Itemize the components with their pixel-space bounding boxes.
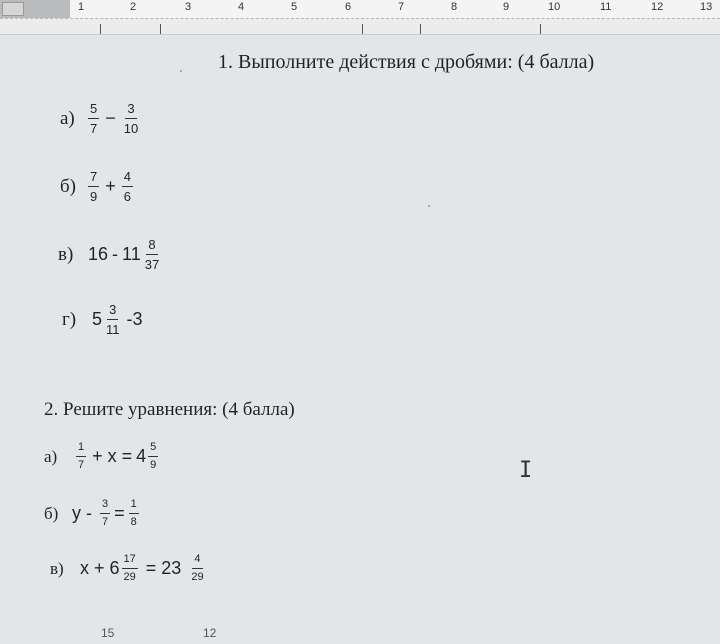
task-2-item-a xyxy=(44,442,160,471)
equation: y - $\frac{3}{7}$ = $\frac{1}{8}$ xyxy=(72,498,137,528)
expression: 16 - 11 $\frac{8}{37}$ xyxy=(88,237,160,272)
ruler-number: 5 xyxy=(291,1,298,13)
tab-marker[interactable] xyxy=(420,24,421,34)
tab-marker[interactable] xyxy=(100,24,101,34)
ruler-tab-area[interactable] xyxy=(0,18,720,35)
task-1-title: 1. Выполните действия с дробями: (4 балла) xyxy=(218,51,595,73)
fraction: $\frac{3}{10}$ xyxy=(123,101,139,136)
fraction: $\frac{4}{29}$ xyxy=(191,553,204,583)
cutoff-text: 12 xyxy=(203,626,217,640)
task-1-item-b xyxy=(60,170,135,203)
task-1-item-d xyxy=(62,303,143,336)
item-label: в) xyxy=(50,558,64,578)
ruler-number: 12 xyxy=(651,1,664,13)
item-label: в) xyxy=(58,243,74,265)
horizontal-ruler[interactable] xyxy=(0,0,720,35)
fraction: $\frac{4}{6}$ xyxy=(123,169,131,204)
ruler-number: 8 xyxy=(451,1,458,13)
fraction: $\frac{1}{7}$ xyxy=(78,441,85,471)
task-1-item-a xyxy=(60,102,142,135)
ruler-number: 10 xyxy=(548,1,561,13)
fraction: $\frac{1}{8}$ xyxy=(130,498,137,528)
task-2-item-c xyxy=(50,554,208,583)
ruler-number: 4 xyxy=(238,1,245,13)
fraction: $\frac{5}{7}$ xyxy=(90,101,98,136)
fraction: $\frac{5}{9}$ xyxy=(150,441,157,471)
fraction: $\frac{8}{37}$ xyxy=(144,237,160,272)
tab-marker[interactable] xyxy=(362,24,363,34)
task-2-item-b xyxy=(44,499,141,528)
ruler-number: 9 xyxy=(503,1,510,13)
text-cursor-icon: I xyxy=(519,458,533,483)
paper-speck xyxy=(428,205,430,207)
fraction: $\frac{17}{29}$ xyxy=(123,553,136,583)
tab-marker[interactable] xyxy=(160,24,161,34)
item-label: а) xyxy=(60,107,75,129)
fraction: $\frac{7}{9}$ xyxy=(90,169,98,204)
cutoff-text: 15 xyxy=(101,626,115,640)
fraction: $\frac{3}{11}$ xyxy=(106,302,120,337)
expression: $\frac{5}{7}$ − $\frac{3}{10}$ xyxy=(90,101,139,136)
item-label: б) xyxy=(44,503,59,523)
task-2-title: 2. Решите уравнения: (4 балла) xyxy=(44,399,295,420)
ruler-number: 3 xyxy=(185,1,192,13)
equation: $\frac{1}{7}$ + x = 4 $\frac{5}{9}$ xyxy=(78,441,157,471)
paper-speck xyxy=(180,70,182,72)
expression: 5 $\frac{3}{11}$ -3 xyxy=(92,302,143,337)
document-page[interactable] xyxy=(0,35,720,644)
item-label: б) xyxy=(60,175,76,197)
ruler-number: 2 xyxy=(130,1,137,13)
item-label: а) xyxy=(44,446,58,466)
tab-marker[interactable] xyxy=(540,24,541,34)
ruler-numbers xyxy=(0,1,720,17)
expression: $\frac{7}{9}$ + $\frac{4}{6}$ xyxy=(90,169,131,204)
ruler-number: 13 xyxy=(700,1,713,13)
equation: x + 6 $\frac{17}{29}$ = 23 $\frac{4}{29}$ xyxy=(80,553,204,583)
ruler-number: 1 xyxy=(78,1,85,13)
ruler-number: 11 xyxy=(600,1,612,13)
item-label: г) xyxy=(62,308,77,330)
ruler-number: 6 xyxy=(345,1,352,13)
task-1-item-c xyxy=(58,238,163,271)
fraction: $\frac{3}{7}$ xyxy=(102,498,109,528)
ruler-number: 7 xyxy=(398,1,405,13)
